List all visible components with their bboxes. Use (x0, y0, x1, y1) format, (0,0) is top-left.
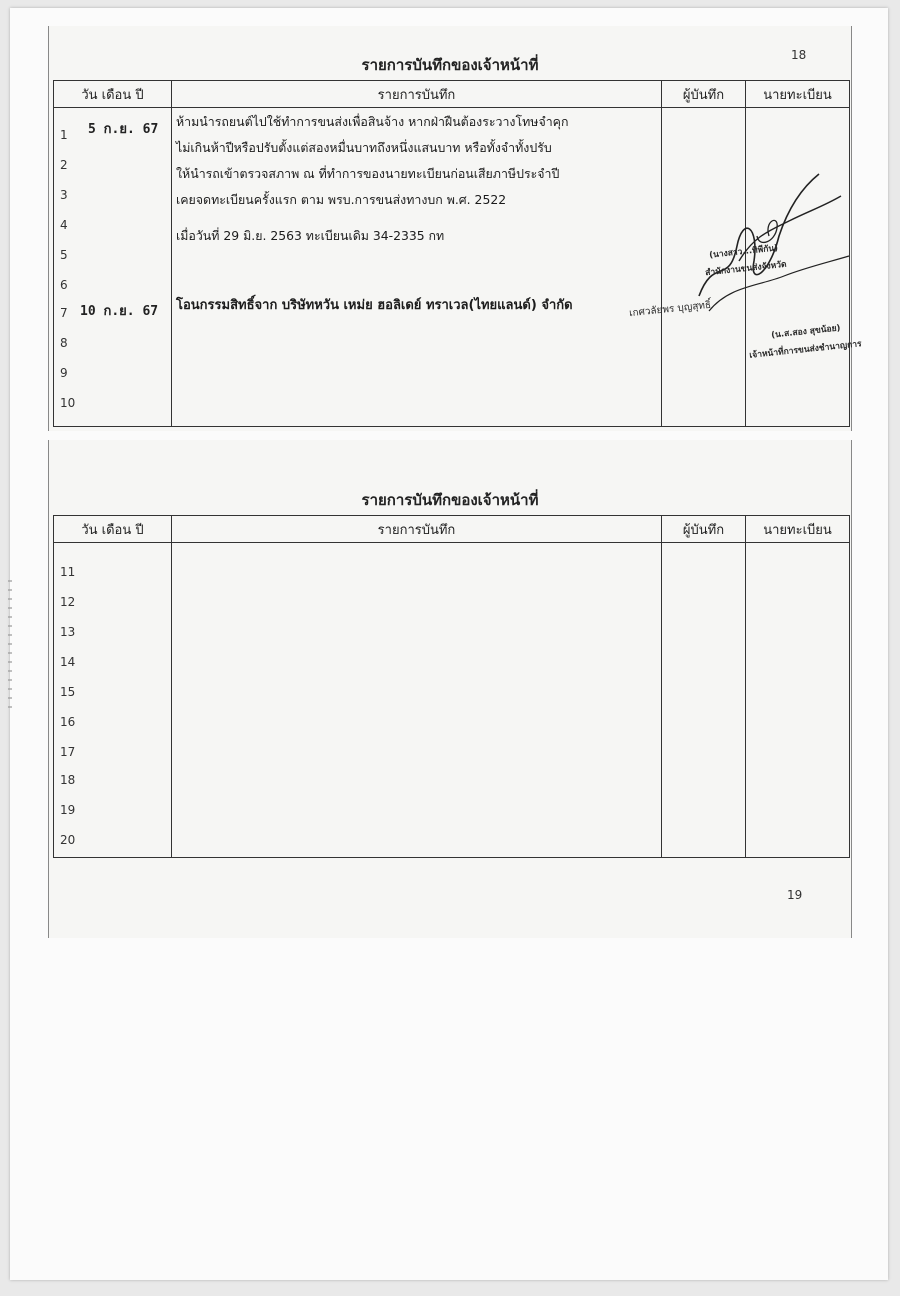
header-date: วัน เดือน ปี (54, 81, 172, 108)
ledger-page-18 (48, 26, 863, 431)
entry-line: ห้ามนำรถยนต์ไปใช้ทำการขนส่งเพื่อสินจ้าง หากฝ่าฝืนต้องระวางโทษจำคุก (176, 114, 569, 129)
row-number: 14 (60, 655, 76, 669)
section-title: รายการบันทึกของเจ้าหน้าที่ (361, 56, 539, 74)
page-number: 18 (791, 48, 807, 62)
row-number: 11 (60, 565, 76, 579)
row-number: 1 (60, 128, 68, 142)
page-number: 19 (787, 888, 803, 902)
header-registrar: นายทะเบียน (746, 516, 850, 543)
entry-column (172, 108, 662, 427)
row-number: 13 (60, 625, 76, 639)
entry-date: 5 ก.ย. 67 (88, 122, 159, 137)
header-recorder: ผู้บันทึก (662, 81, 746, 108)
stamp-line: เกศวลัยพร บุญสุทธิ์ (628, 299, 712, 320)
header-entry: รายการบันทึก (172, 81, 662, 108)
registrar-column (746, 543, 850, 858)
row-number: 8 (60, 336, 68, 350)
row-number: 10 (60, 396, 76, 410)
row-number: 3 (60, 188, 68, 202)
stamp-line: (น.ส.สอง สุขน้อย) (770, 323, 841, 341)
row-number: 20 (60, 833, 76, 847)
date-column (54, 108, 172, 427)
row-number: 15 (60, 685, 76, 699)
row-number: 9 (60, 366, 68, 380)
recorder-column (662, 543, 746, 858)
entry-line: ไม่เกินห้าปีหรือปรับตั้งแต่สองหมื่นบาทถึงหนึ่งแสนบาท หรือทั้งจำทั้งปรับ (176, 140, 552, 155)
stamp-line: สำนักงานขนส่งจังหวัด (704, 259, 788, 279)
ledger-page-19 (48, 440, 852, 938)
row-number: 18 (60, 773, 76, 787)
entry-line: เคยจดทะเบียนครั้งแรก ตาม พรบ.การขนส่งทางบก พ.ศ. 2522 (176, 192, 507, 207)
row-number: 12 (60, 595, 76, 609)
entry-date: 10 ก.ย. 67 (80, 304, 159, 319)
entry-line: ให้นำรถเข้าตรวจสภาพ ณ ที่ทำการของนายทะเบียนก่อนเสียภาษีประจำปี (176, 166, 560, 181)
row-number: 16 (60, 715, 76, 729)
row-number: 19 (60, 803, 76, 817)
scan-edge-marks (8, 580, 12, 710)
entry-line: โอนกรรมสิทธิ์จาก บริษัทหวัน เหม่ย ฮอลิเดย์ ทราเวล(ไทยแลนด์) จำกัด (176, 298, 573, 313)
header-date: วัน เดือน ปี (54, 516, 172, 543)
entry-column (172, 543, 662, 858)
date-column (54, 543, 172, 858)
row-number: 17 (60, 745, 76, 759)
header-recorder: ผู้บันทึก (662, 516, 746, 543)
header-entry: รายการบันทึก (172, 516, 662, 543)
section-title: รายการบันทึกของเจ้าหน้าที่ (361, 491, 539, 509)
row-number: 5 (60, 248, 68, 262)
header-registrar: นายทะเบียน (746, 81, 850, 108)
row-number: 7 (60, 306, 68, 320)
stamp-line: (นางสาว...ทิพีกัน) (708, 243, 779, 261)
row-number: 6 (60, 278, 68, 292)
ledger-table (53, 515, 850, 858)
stamp-line: เจ้าหน้าที่การขนส่งชำนาญการ (748, 339, 863, 361)
row-number: 4 (60, 218, 68, 232)
row-number: 2 (60, 158, 68, 172)
entry-line: เมื่อวันที่ 29 มิ.ย. 2563 ทะเบียนเดิม 34-2335 กท (176, 228, 445, 243)
